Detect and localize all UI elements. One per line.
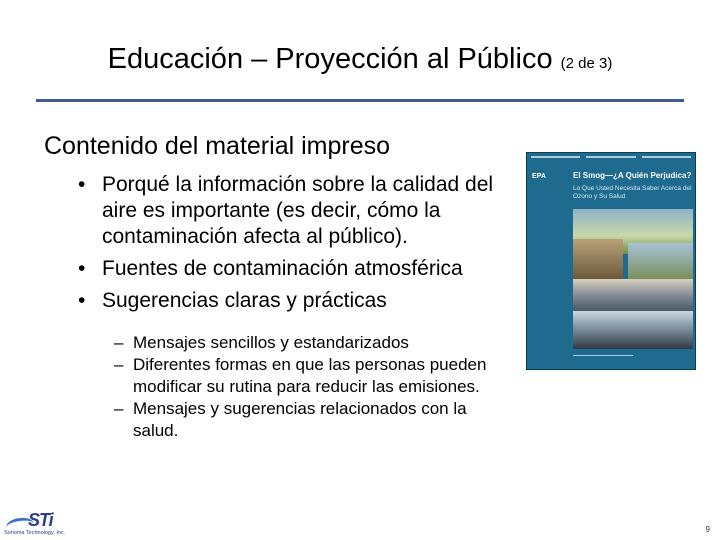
slide-title-main: Educación – Proyección al Público — [107, 43, 553, 75]
sub-bullet-item: – Mensajes y sugerencias relacionados con la salud. — [114, 398, 494, 442]
sub-bullet-item: – Mensajes sencillos y estandarizados — [114, 332, 494, 354]
brochure-photo-collage — [573, 209, 693, 349]
sti-logo — [4, 510, 86, 538]
brochure-title: El Smog—¿A Quién Perjudica? — [573, 171, 692, 180]
page-number: 9 — [705, 525, 710, 534]
brochure-image — [526, 152, 696, 370]
epa-logo: EPA — [532, 173, 546, 180]
bullet-item: • Porqué la información sobre la calidad del aire es importante (es decir, cómo la contaminación afecta al público). — [75, 172, 520, 250]
brochure-subtitle: Lo Que Usted Necesita Saber Acerca del Ozono y Su Salud — [573, 185, 692, 200]
bullet-item: • Sugerencias claras y prácticas — [75, 288, 520, 314]
title-divider — [36, 99, 684, 102]
slide-title — [0, 42, 720, 81]
brochure-footer-line — [573, 355, 633, 361]
sub-bullet-item: – Diferentes formas en que las personas pueden modificar su rutina para reducir las emisiones. — [114, 354, 494, 398]
logo-tagline: Sonoma Technology, Inc. — [4, 530, 66, 536]
slide-title-counter: (2 de 3) — [560, 55, 613, 72]
logo-wordmark: STi — [28, 510, 53, 530]
bullet-list — [75, 172, 520, 320]
sub-bullet-list — [114, 332, 494, 442]
bullet-item: • Fuentes de contaminación atmosférica — [75, 256, 520, 282]
brochure-header-lines — [527, 153, 695, 170]
section-heading: Contenido del material impreso — [44, 132, 391, 160]
